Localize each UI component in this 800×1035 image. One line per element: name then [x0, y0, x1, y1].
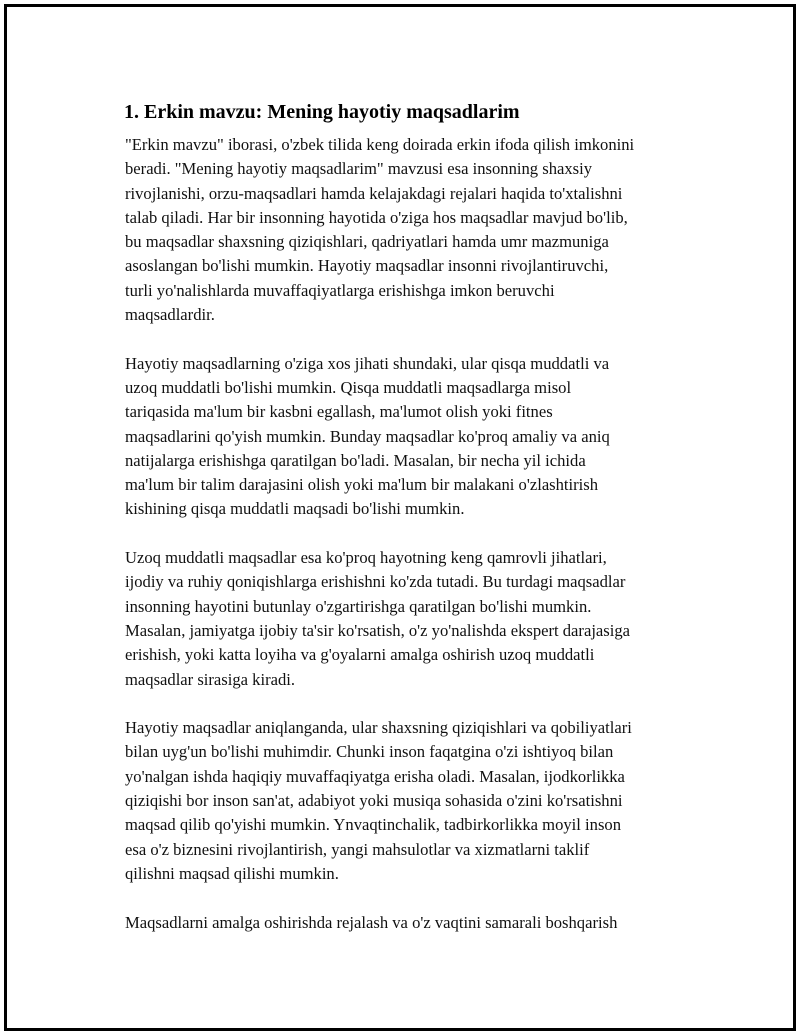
paragraph-2: Hayotiy maqsadlarning o'ziga xos jihati shundaki, ular qisqa muddatli va uzoq muddatli bo'lishi mumkin. Qisqa muddatli maqsadlarga misol tariqasida ma'lum bir kasbni egallash, ma'lumot olish yoki fitnes maqsadlarini qo'yish mumkin. Bunday maqsadlar ko'proq amaliy va aniq natijalarga erishishga qaratilgan bo'ladi. Masalan, bir necha yil ichida ma'lum bir talim darajasini olish yoki ma'lum bir malakani o'zlashtirish kishining qisqa muddatli maqsadi bo'lishi mumkin.	[125, 353, 610, 519]
paragraph-4: Hayotiy maqsadlar aniqlanganda, ular shaxsning qiziqishlari va qobiliyatlari bilan uyg'un bo'lishi muhimdir. Chunki inson faqatgina o'zi ishtiyoq bilan yo'nalgan ishda haqiqiy muvaffaqiyatga erisha oladi. Masalan, ijodkorlikka qiziqishi bor inson san'at, adabiyot yoki musiqa sohasida o'zini ko'rsatishni maqsad qilib qo'yishi mumkin. Ynvaqtinchalik, tadbirkorlikka moyil inson esa o'z biznesini rivojlantirish, yangi mahsulotlar va xizmatlarni taklif qilishni maqsad qilishi mumkin.	[125, 718, 632, 883]
document-body	[122, 99, 712, 959]
document-title: 1. Erkin mavzu: Mening hayotiy maqsadlarim	[124, 101, 520, 123]
paragraph-1: "Erkin mavzu" iborasi, o'zbek tilida keng doirada erkin ifoda qilish imkonini beradi. "Mening hayotiy maqsadlarim" mavzusi esa insonning shaxsiy rivojlanishi, orzu-maqsadlari hamda kelajakdagi rejalari haqida to'xtalishni talab qiladi. Har bir insonning hayotida o'ziga hos maqsadlar mavjud bo'lib, bu maqsadlar shaxsning qiziqishlari, qadriyatlari hamda umr mazmuniga asoslangan bo'lishi mumkin. Hayotiy maqsadlar insonni rivojlantiruvchi, turli yo'nalishlarda muvaffaqiyatlarga erishishga imkon beruvchi maqsadlardir.	[125, 135, 635, 325]
paragraph-3: Uzoq muddatli maqsadlar esa ko'proq hayotning keng qamrovli jihatlari, ijodiy va ruhiy qoniqishlarga erishishni ko'zda tutadi. Bu turdagi maqsadlar insonning hayotini butunlay o'zgartirishga qaratilgan bo'lishi mumkin. Masalan, jamiyatga ijobiy ta'sir ko'rsatish, o'z yo'nalishda ekspert darajasiga erishish, yoki katta loyiha va g'oyalarni amalga oshirish uzoq muddatli maqsadlar sirasiga kiradi.	[125, 548, 631, 689]
page-frame	[4, 4, 796, 1031]
paragraph-5: Maqsadlarni amalga oshirishda rejalash va o'z vaqtini samarali boshqarish	[125, 912, 618, 932]
